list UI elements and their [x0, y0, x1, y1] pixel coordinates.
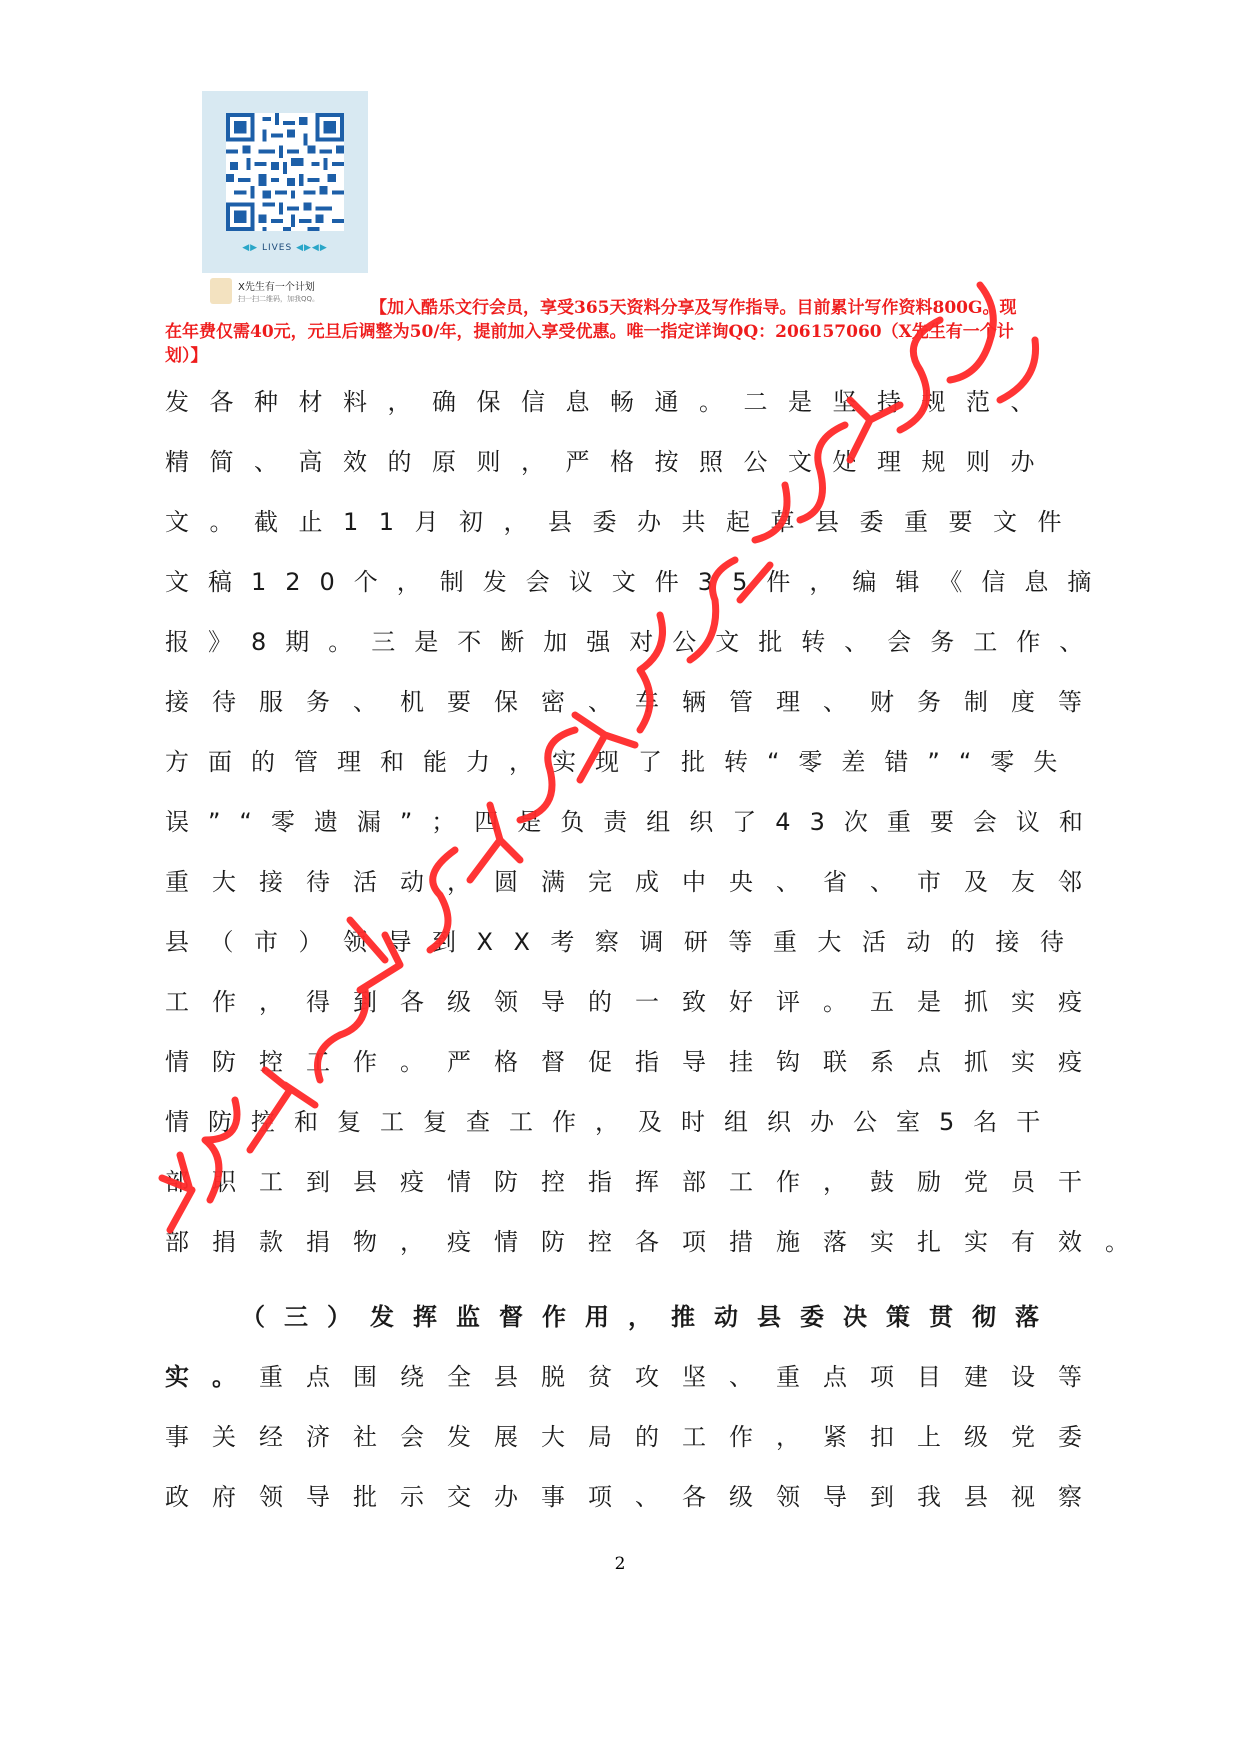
body-line: 文稿120个，制发会议文件35件，编辑《信息摘 — [165, 568, 1111, 596]
section-heading-end: 实。 — [165, 1363, 259, 1391]
body-line: 重大接待活动，圆满完成中央、省、市及友邻 — [165, 868, 1105, 896]
body-line-text: 重点围绕全县脱贫攻坚、重点项目建设等 — [259, 1363, 1105, 1391]
account-name: X先生有一个计划 — [238, 282, 315, 293]
body-line — [165, 1353, 1105, 1413]
qr-code-icon — [226, 113, 344, 231]
body-line: 部捐款捐物，疫情防控各项措施落实扎实有效。 — [165, 1228, 1152, 1256]
body-line: 事关经济社会发展大局的工作，紧扣上级党委 — [165, 1423, 1105, 1451]
promo-line: 在年费仅需40元，元旦后调整为50/年，提前加入享受优惠。唯一指定详询QQ：206157060（X先生有一个计 — [165, 322, 1014, 342]
body-line: 部职工到县疫情防控指挥部工作，鼓励党员干 — [165, 1168, 1105, 1196]
promo-line: 划）】 — [165, 346, 208, 366]
body-line: 方面的管理和能力，实现了批转“零差错”“零失 — [165, 748, 1077, 776]
fish-icon: ◀▶ — [242, 243, 259, 253]
promo-notice — [165, 296, 1085, 368]
body-line: 报》8期。三是不断加强对公文批转、会务工作、 — [165, 628, 1103, 656]
document-body — [165, 378, 1152, 1533]
body-line: 接待服务、机要保密、车辆管理、财务制度等 — [165, 688, 1105, 716]
qr-caption — [202, 243, 368, 253]
body-line: 工作，得到各级领导的一致好评。五是抓实疫 — [165, 988, 1105, 1016]
body-line: 情防控工作。严格督促指导挂钩联系点抓实疫 — [165, 1048, 1105, 1076]
fish-icon: ◀▶◀▶ — [296, 243, 328, 253]
promo-line: 【加入酷乐文行会员，享受365天资料分享及写作指导。目前累计写作资料800G。现 — [370, 298, 1017, 318]
page-number: 2 — [614, 1554, 626, 1574]
account-hint: 扫一扫二维码，加我QQ。 — [238, 295, 320, 303]
body-line: 文。截止11月初，县委办共起草县委重要文件 — [165, 508, 1083, 536]
body-line: 政府领导批示交办事项、各级领导到我县视察 — [165, 1483, 1105, 1511]
body-line: 误”“零遗漏”；四是负责组织了43次重要会议和 — [165, 808, 1102, 836]
qr-caption-text: LIVES — [261, 243, 293, 253]
section-heading: （三）发挥监督作用，推动县委决策贯彻落 — [241, 1303, 1058, 1331]
body-line: 县（市）领导到XX考察调研等重大活动的接待 — [165, 928, 1085, 956]
body-line: 精简、高效的原则，严格按照公文处理规则办 — [165, 448, 1055, 476]
qr-code-card — [202, 91, 368, 273]
body-line: 发各种材料，确保信息畅通。二是坚持规范、 — [165, 388, 1055, 416]
body-line: 情防控和复工复查工作，及时组织办公室5名干 — [165, 1108, 1060, 1136]
